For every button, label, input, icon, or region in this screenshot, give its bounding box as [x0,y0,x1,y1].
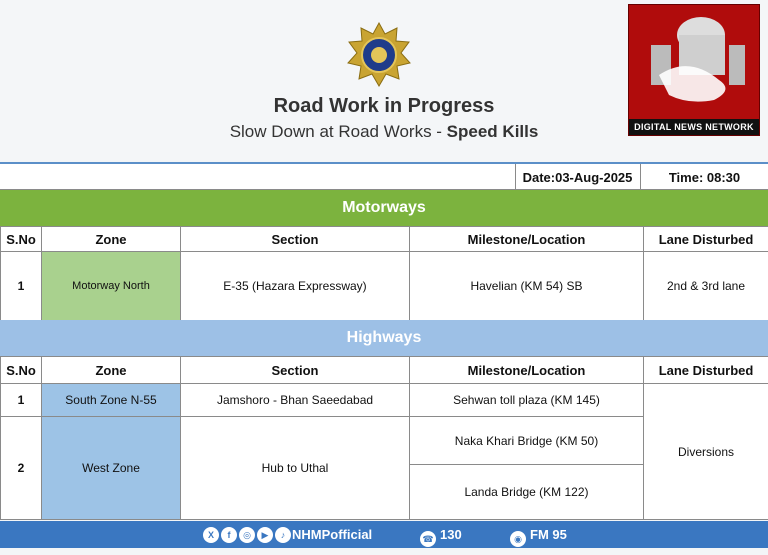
helpline [420,527,462,547]
police-badge-icon [346,22,412,88]
page-subtitle: Slow Down at Road Works - Speed Kills [229,122,539,141]
highways-band: Highways [0,320,768,356]
section-cell: Hub to Uthal [181,417,410,520]
col-lane: Lane Disturbed [644,227,768,252]
highways-header-row [1,357,768,384]
tiktok-icon[interactable]: ♪ [275,527,291,543]
sno-cell: 1 [1,384,42,417]
lane-cell: 2nd & 3rd lane [644,252,768,321]
table-row [1,252,768,321]
logo-caption: DIGITAL NEWS NETWORK [629,119,759,135]
lane-cell: Diversions [644,384,768,520]
news-network-logo [628,4,760,136]
footer-bar [0,521,768,548]
location-cell: Havelian (KM 54) SB [410,252,644,321]
col-sno: S.No [1,227,42,252]
motorways-band: Motorways [0,190,768,226]
col-lane: Lane Disturbed [644,357,768,384]
col-location: Milestone/Location [410,357,644,384]
highways-table [0,356,768,520]
col-section: Section [181,227,410,252]
facebook-icon[interactable]: f [221,527,237,543]
fm-station [510,527,567,547]
shrine-logo-icon [629,5,760,121]
section-cell: E-35 (Hazara Expressway) [181,252,410,321]
date-value: Date:03-Aug-2025 [515,164,641,191]
sno-cell: 1 [1,252,42,321]
location-cell: Landa Bridge (KM 122) [410,465,644,520]
date-time-row [0,162,768,190]
phone-icon: ☎ [420,531,436,547]
col-zone: Zone [42,227,181,252]
col-zone: Zone [42,357,181,384]
radio-icon: ◉ [510,531,526,547]
social-handle: NHMPofficial [292,527,373,542]
header [0,0,768,160]
location-cell: Sehwan toll plaza (KM 145) [410,384,644,417]
helpline-number: 130 [440,527,462,542]
motorways-table [0,226,768,321]
section-cell: Jamshoro - Bhan Saeedabad [181,384,410,417]
youtube-icon[interactable]: ▶ [257,527,273,543]
zone-cell: South Zone N-55 [42,384,181,417]
col-sno: S.No [1,357,42,384]
motorways-header-row [1,227,768,252]
col-section: Section [181,357,410,384]
location-cell: Naka Khari Bridge (KM 50) [410,417,644,465]
social-icons [203,526,293,543]
x-icon[interactable]: X [203,527,219,543]
table-row [1,384,768,417]
time-value: Time: 08:30 [668,170,741,185]
sno-cell: 2 [1,417,42,520]
fm-label: FM 95 [530,527,567,542]
col-location: Milestone/Location [410,227,644,252]
zone-cell: West Zone [42,417,181,520]
zone-cell: Motorway North [42,252,181,321]
instagram-icon[interactable]: ◎ [239,527,255,543]
page-title: Road Work in Progress [273,95,495,117]
